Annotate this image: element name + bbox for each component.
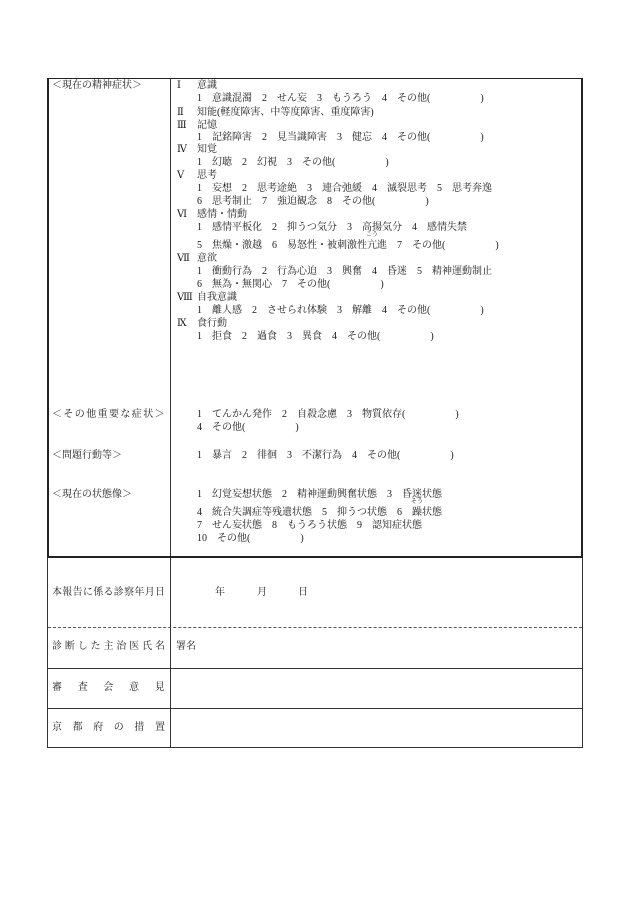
- row-divider-dashed: [48, 627, 582, 628]
- option-line: 1 記銘障害 2 見当識障害 3 健忘 4 その他( ): [197, 132, 484, 143]
- option-line: 1 感情平板化 2 抑うつ気分 3 高揚気分 4 感情失禁: [197, 222, 467, 233]
- exam-date-label: 本報告に係る診察年月日: [52, 587, 166, 598]
- option-line: 1 てんかん発作 2 自殺念慮 3 物質依存( ): [197, 409, 459, 420]
- symptoms-column-divider: [170, 79, 171, 556]
- section-label: 記憶: [197, 120, 217, 131]
- option-line: 4 その他( ): [197, 422, 299, 433]
- ruby-line-before: 4 統合失調症等残遺状態 5 抑うつ状態 6: [197, 507, 412, 518]
- mental-symptoms-heading: ＜現在の精神症状＞: [52, 80, 142, 91]
- symptoms-frame: [47, 78, 583, 558]
- ruby-base: 躁: [412, 507, 422, 518]
- section-label: 意識: [197, 80, 217, 91]
- option-line-with-ruby: [197, 499, 442, 519]
- option-line: 1 衝動行為 2 行為心迫 3 興奮 4 昏迷 5 精神運動制止: [197, 266, 492, 277]
- option-line: 1 暴言 2 徘徊 3 不潔行為 4 その他( ): [197, 450, 454, 461]
- ruby-line-before: 5 焦燥・激越 6 易怒性・被刺激性: [197, 240, 367, 251]
- section-number: Ⅳ: [177, 144, 187, 155]
- section-number: Ⅸ: [177, 318, 187, 329]
- section-label: 食行動: [197, 318, 227, 329]
- option-line: 1 拒食 2 過食 3 異食 4 その他( ): [197, 331, 434, 342]
- option-line: 6 思考制止 7 強迫観念 8 その他( ): [197, 196, 429, 207]
- option-line: 1 幻聴 2 幻視 3 その他( ): [197, 157, 389, 168]
- exam-date-day-unit: 日: [298, 587, 308, 598]
- problem-behaviors-heading: ＜問題行動等＞: [52, 450, 122, 461]
- council-opinion-label: 審査会意見: [52, 682, 181, 693]
- option-line-with-ruby: [197, 232, 499, 252]
- option-line: 6 無為・無関心 7 その他( ): [197, 279, 384, 290]
- option-line: 1 離人感 2 させられ体験 3 解離 4 その他( ): [197, 305, 484, 316]
- ruby-line-after: 状態: [422, 507, 442, 518]
- section-number: Ⅲ: [177, 120, 187, 131]
- section-label: 思考: [197, 170, 217, 181]
- signature-caption: 署名: [176, 641, 196, 652]
- option-line: 1 幻覚妄想状態 2 精神運動興奮状態 3 昏迷状態: [197, 489, 442, 500]
- ruby-line-after: 進 7 その他( ): [377, 240, 499, 251]
- section-label: 知能(軽度障害、中等度障害、重度障害): [197, 107, 374, 118]
- section-number: Ⅱ: [177, 107, 184, 118]
- ruby-group: [410, 499, 424, 518]
- option-line: 1 意識混濁 2 せん妄 3 もうろう 4 その他( ): [197, 93, 484, 104]
- section-number: Ⅶ: [177, 253, 190, 264]
- exam-date-month-unit: 月: [257, 587, 267, 598]
- ruby-base: 亢: [367, 240, 377, 251]
- row-divider: [48, 668, 582, 669]
- option-line: 10 その他( ): [197, 533, 304, 544]
- section-label: 感情・情動: [197, 209, 247, 220]
- section-label: 意欲: [197, 253, 217, 264]
- section-number: Ⅷ: [177, 292, 193, 303]
- option-line: 7 せん妄状態 8 もうろう状態 9 認知症状態: [197, 520, 422, 531]
- section-number: Ⅰ: [177, 80, 181, 91]
- prefecture-action-label: 京都府の措置: [52, 722, 176, 733]
- option-line: 1 妄想 2 思考途絶 3 連合弛緩 4 滅裂思考 5 思考奔逸: [197, 183, 492, 194]
- report-table-column-divider: [170, 558, 171, 747]
- ruby-reading: そう: [410, 499, 424, 505]
- section-number: Ⅴ: [177, 170, 185, 181]
- other-symptoms-heading: ＜その他重要な症状＞: [52, 409, 166, 420]
- row-divider: [48, 708, 582, 709]
- section-label: 知覚: [197, 144, 217, 155]
- section-number: Ⅵ: [177, 209, 188, 220]
- ruby-group: [365, 232, 379, 251]
- ruby-reading: こう: [365, 232, 379, 238]
- exam-date-year-unit: 年: [215, 587, 225, 598]
- physician-name-label: 診断した主治医氏名: [52, 641, 168, 652]
- section-label: 自我意識: [197, 292, 237, 303]
- current-state-heading: ＜現在の状態像＞: [52, 489, 132, 500]
